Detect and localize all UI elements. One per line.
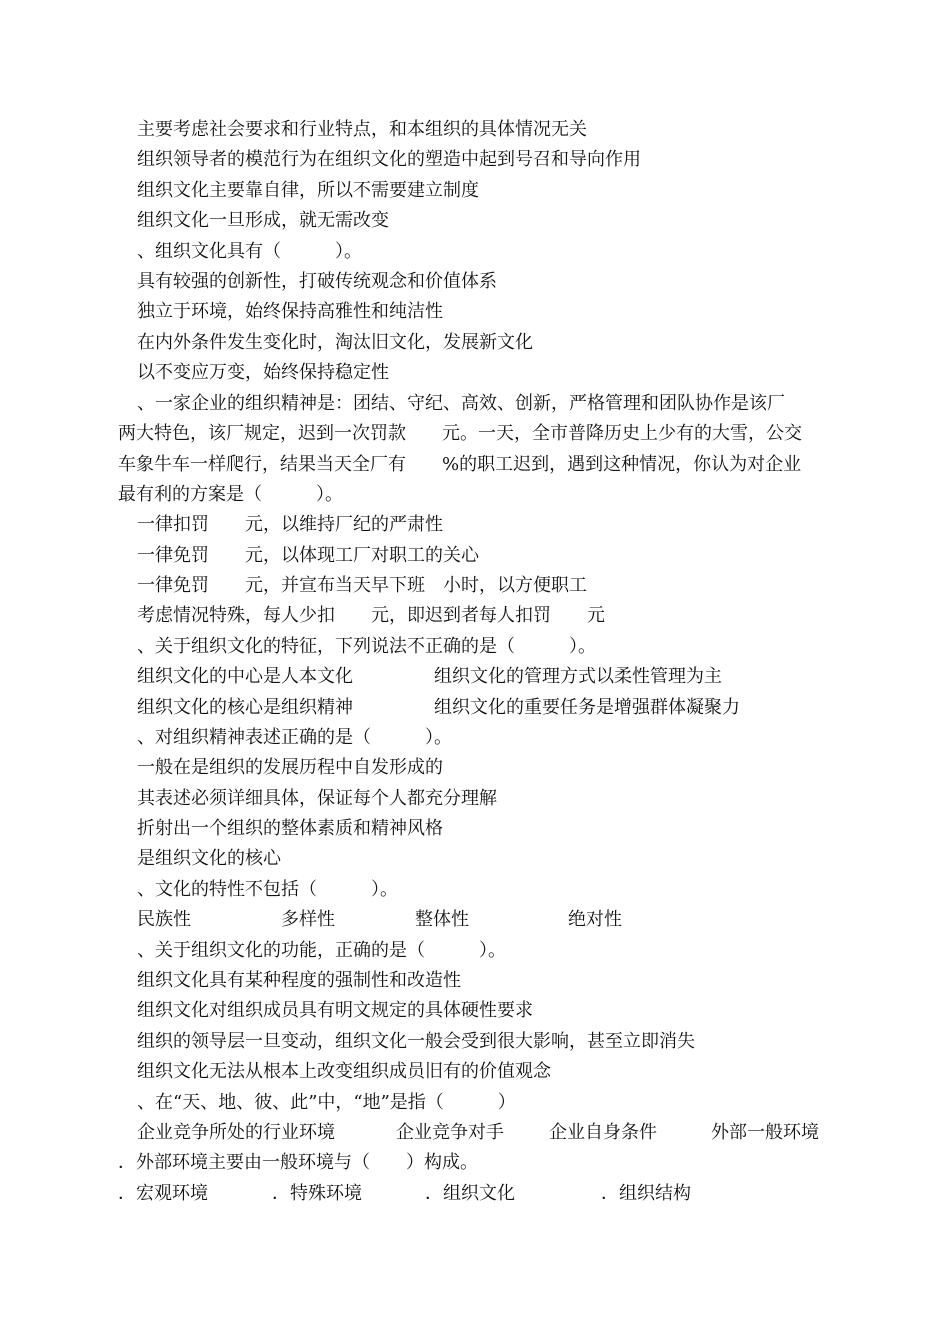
option-line: 一律免罚 元，并宣布当天早下班 小时，以方便职工	[137, 575, 587, 596]
option-line: 折射出一个组织的整体素质和精神风格	[137, 818, 443, 839]
option-line: ．组织文化	[425, 1183, 515, 1204]
option-line: 多样性	[281, 909, 335, 930]
question-line: ．外部环境主要由一般环境与（ ）构成。	[118, 1152, 478, 1173]
option-line: 民族性	[137, 909, 191, 930]
option-line: 一般在是组织的发展历程中自发形成的	[137, 757, 443, 778]
option-line: 组织文化主要靠自律，所以不需要建立制度	[137, 180, 479, 201]
option-line: 具有较强的创新性，打破传统观念和价值体系	[137, 271, 497, 292]
option-line: 企业竞争所处的行业环境	[137, 1122, 335, 1143]
option-line: 整体性	[415, 909, 469, 930]
question-line: 、在“天、地、彼、此”中，“地”是指（ ）	[137, 1092, 516, 1113]
question-line: 两大特色，该厂规定，迟到一次罚款 元。一天，全市普降历史上少有的大雪，公交	[118, 423, 802, 444]
question-line: 、关于组织文化的功能，正确的是（ ）。	[137, 940, 506, 961]
option-line: ．宏观环境	[118, 1183, 208, 1204]
option-line: ．组织结构	[601, 1183, 691, 1204]
option-line: 在内外条件发生变化时，淘汰旧文化，发展新文化	[137, 332, 533, 353]
option-line: 组织文化的管理方式以柔性管理为主	[434, 666, 722, 687]
option-line: 一律扣罚 元，以维持厂纪的严肃性	[137, 514, 443, 535]
option-line: 组织文化一旦形成，就无需改变	[137, 210, 389, 231]
option-line: 组织领导者的模范行为在组织文化的塑造中起到号召和导向作用	[137, 149, 641, 170]
question-line: 最有利的方案是（ ）。	[118, 484, 343, 505]
option-line: 一律免罚 元，以体现工厂对职工的关心	[137, 545, 479, 566]
option-line: 组织文化无法从根本上改变组织成员旧有的价值观念	[137, 1061, 551, 1082]
question-line: 、一家企业的组织精神是：团结、守纪、高效、创新，严格管理和团队协作是该厂	[137, 393, 785, 414]
option-line: 绝对性	[568, 909, 622, 930]
option-line: 组织文化对组织成员具有明文规定的具体硬性要求	[137, 1000, 533, 1021]
option-line: 独立于环境，始终保持高雅性和纯洁性	[137, 301, 443, 322]
option-line: 组织的领导层一旦变动，组织文化一般会受到很大影响，甚至立即消失	[137, 1031, 695, 1052]
option-line: 外部一般环境	[711, 1122, 819, 1143]
option-line: 组织文化的中心是人本文化	[137, 666, 353, 687]
question-line: 、关于组织文化的特征，下列说法不正确的是（ ）。	[137, 636, 596, 657]
option-line: 是组织文化的核心	[137, 848, 281, 869]
option-line: 主要考虑社会要求和行业特点，和本组织的具体情况无关	[137, 119, 587, 140]
option-line: ．特殊环境	[272, 1183, 362, 1204]
option-line: 组织文化具有某种程度的强制性和改造性	[137, 970, 461, 991]
question-line: 、对组织精神表述正确的是（ ）。	[137, 727, 452, 748]
option-line: 以不变应万变，始终保持稳定性	[137, 362, 389, 383]
option-line: 考虑情况特殊，每人少扣 元，即迟到者每人扣罚 元	[137, 605, 605, 626]
option-line: 组织文化的重要任务是增强群体凝聚力	[434, 697, 740, 718]
question-line: 、文化的特性不包括（ ）。	[137, 879, 398, 900]
option-line: 组织文化的核心是组织精神	[137, 697, 353, 718]
option-line: 企业自身条件	[549, 1122, 657, 1143]
option-line: 企业竞争对手	[396, 1122, 504, 1143]
option-line: 其表述必须详细具体，保证每个人都充分理解	[137, 788, 497, 809]
question-line: 车象牛车一样爬行，结果当天全厂有 %的职工迟到，遇到这种情况，你认为对企业	[118, 454, 802, 475]
question-line: 、组织文化具有（ ）。	[137, 241, 362, 262]
